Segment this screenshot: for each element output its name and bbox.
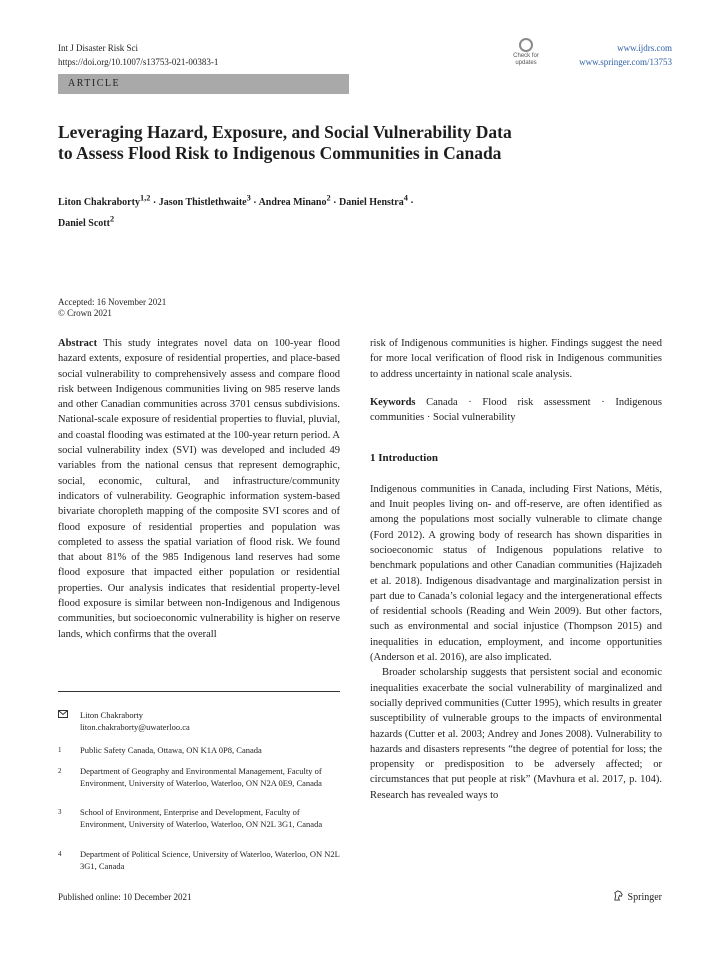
- publisher-name: Springer: [627, 892, 662, 903]
- author-list: Liton Chakraborty$^{1,2}$ · Jason Thistlethwaite$^3$ · Andrea Minano$^2$ · Daniel Henstra$^4$ · Daniel Scott$^2$: [58, 194, 414, 229]
- author[interactable]: Andrea Minano$^2$: [258, 194, 331, 209]
- corresponding-author: [58, 709, 340, 733]
- intro-paragraph: Indigenous communities in Canada, including First Nations, Métis, and Inuit peoples living on- and off-reserve, are often identified as among the populations most socially vulnerable to climate change (Ford 2012). A growing body of research has shown disparities in socioeconomic status of Indigenous populations relative to benchmark populations and other Canadian communities (Hajizadeh et al. 2018). Indigenous disadvantage and marginalization persist in part due to Canada’s colonial legacy and the intergenerational effects of residential schools (Reading and Wein 2009). But other factors, such as environmental and social injustice (Thompson 2015) and inequalities in education, employment, and income opportunities (Anderson et al. 2016), are also implicated.: [370, 483, 662, 664]
- envelope-icon: [58, 710, 68, 718]
- abstract-label: Abstract: [58, 338, 98, 349]
- abstract-continued: risk of Indigenous communities is higher. Findings suggest the need for more local verification of flood risk in Indigenous communities to address uncertainty in national scale analysis.: [370, 338, 662, 380]
- accepted-date: Accepted: 16 November 2021: [58, 297, 167, 307]
- author[interactable]: Jason Thistlethwaite$^3$: [158, 194, 251, 209]
- publisher-logo: [613, 890, 662, 903]
- author[interactable]: Daniel Scott$^2$: [58, 214, 115, 229]
- check-updates-icon: [519, 38, 533, 52]
- journal-websites: [579, 41, 672, 69]
- journal-header: [58, 41, 218, 69]
- right-column: [370, 336, 662, 803]
- keywords-label: Keywords: [370, 396, 416, 408]
- footnote-separator: [58, 691, 340, 692]
- author[interactable]: Daniel Henstra$^4$: [338, 194, 408, 209]
- check-for-updates-badge[interactable]: Check for updates: [505, 38, 547, 66]
- publication-dates: [58, 297, 166, 319]
- affiliation-item: 1 Public Safety Canada, Ottawa, ON K1A 0P8, Canada: [58, 745, 262, 755]
- website-link-springer[interactable]: www.springer.com/13753: [579, 57, 672, 67]
- affiliation-item: 2 Department of Geography and Environmental Management, Faculty of Environment, University of Waterloo, Waterloo, ON N2A 0E9, Canada: [58, 766, 322, 788]
- keywords-text: Canada · Flood risk assessment · Indigenous communities · Social vulnerability: [370, 396, 662, 424]
- section-heading-introduction: 1 Introduction: [370, 452, 438, 465]
- corresponding-name: Liton Chakraborty: [80, 710, 144, 720]
- website-link-ijdrs[interactable]: www.ijdrs.com: [617, 43, 672, 53]
- published-online: Published online: 10 December 2021: [58, 892, 192, 902]
- corresponding-email[interactable]: liton.chakraborty@uwaterloo.ca: [80, 722, 190, 732]
- article-type-bar: ARTICLE: [58, 74, 349, 94]
- copyright-line: © Crown 2021: [58, 308, 112, 318]
- intro-paragraph: Broader scholarship suggests that persistent social and economic inequalities exacerbate the social vulnerability of marginalized and socially deprived communities (Cutter 1995), which results in greater susceptibility of vulnerable groups to the impacts of environmental hazards (Cutter et al. 2003; Andrey and Jones 2008). Vulnerability to hazards and disasters represents “the degree of potential for loss; the propensity or predisposition to be adversely affected; or circumstances that put people at risk” (Mavhura et al. 2017, p. 104). Research has revealed ways to: [370, 667, 662, 801]
- affiliation-item: 4 Department of Political Science, University of Waterloo, Waterloo, ON N2L 3G1, Canada: [58, 849, 340, 871]
- abstract-text: This study integrates novel data on 100-year flood hazard extents, exposure of residential properties, and place-based social vulnerability to comprehensively assess and compare flood risk between Indigenous communities living on 985 reserve lands and other Canadian communities across 3701 census subdivisions. National-scale exposure of residential properties to fluvial, pluvial, and coastal flooding was estimated at the 100-year return period. A social vulnerability index (SVI) was developed and included 49 variables from the national census that represent demographic, social, economic, cultural, and infrastructure/community indicators of vulnerability. Geographic information system-based bivariate choropleth mapping of the composite SVI scores and of flood exposure of residential properties and population was completed to assess the spatial variation of flood risk. We found that about 81% of the 985 Indigenous land reserves had some flood exposure that impacted either population or residential properties. Our analysis indicates that residential property-level flood exposure is similar between non-Indigenous and Indigenous communities, but socioeconomic vulnerability is higher on reserve lands, which confirms that the overall: [58, 338, 341, 640]
- paper-title: Leveraging Hazard, Exposure, and Social Vulnerability Data to Assess Flood Risk to Indigenous Communities in Canada: [58, 122, 512, 163]
- journal-name: Int J Disaster Risk Sci: [58, 43, 138, 53]
- doi-link[interactable]: https://doi.org/10.1007/s13753-021-00383-1: [58, 57, 219, 67]
- abstract-block: [58, 336, 340, 642]
- springer-horse-icon: [613, 890, 624, 901]
- author[interactable]: Liton Chakraborty$^{1,2}$: [58, 194, 151, 209]
- affiliation-item: 3 School of Environment, Enterprise and Development, Faculty of Environment, University of Waterloo, Waterloo, ON N2L 3G1, Canada: [58, 807, 323, 829]
